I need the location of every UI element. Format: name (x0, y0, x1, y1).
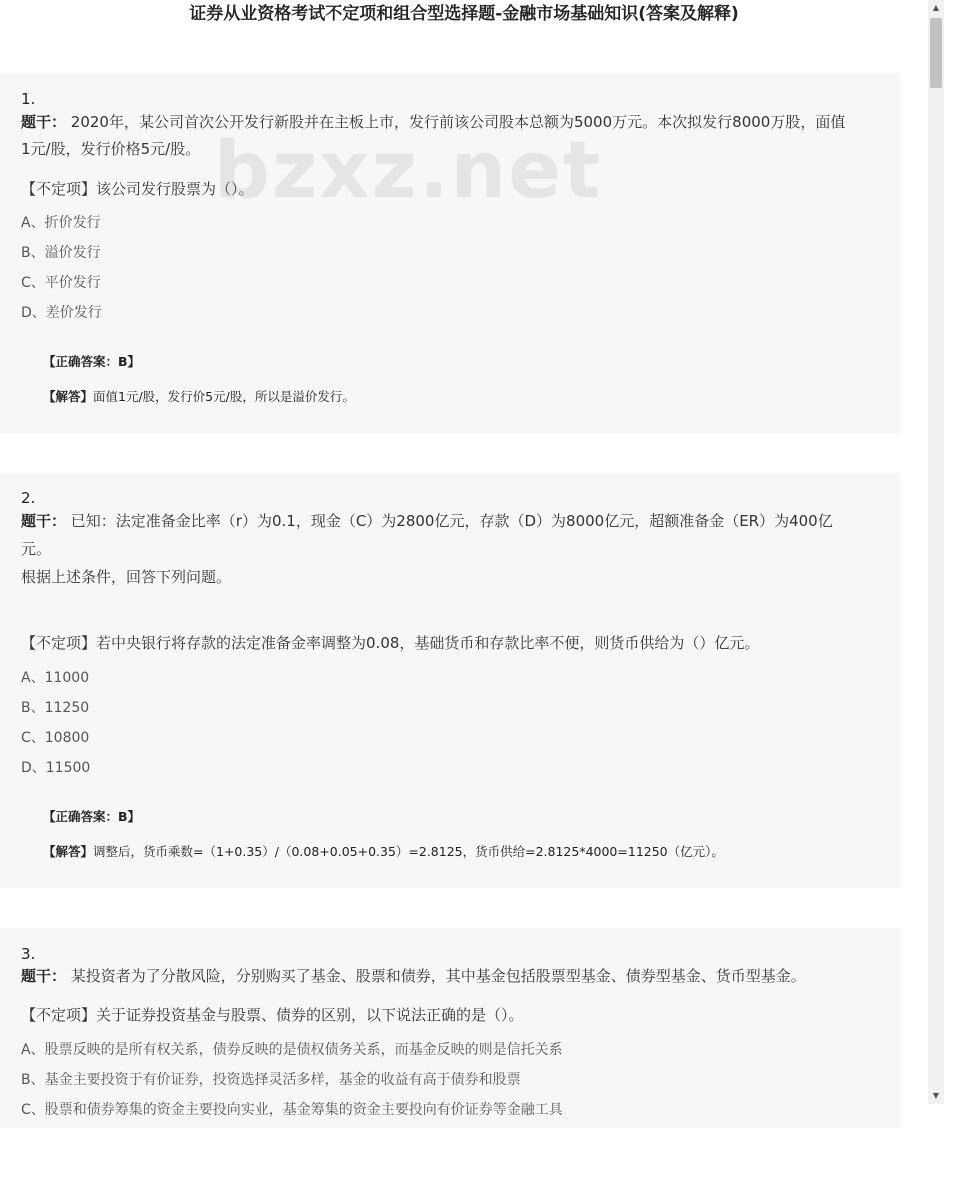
correct-answer-text: 【正确答案：B】 (43, 354, 141, 369)
stem-text-line: 已知：法定准备金比率（r）为0.1，现金（C）为2800亿元，存款（D）为8000亿元，超额准备金（ER）为400亿 (70, 512, 833, 530)
option-b[interactable]: B、基金主要投资于有价证券，投资选择灵活多样，基金的收益有高于债券和股票 (21, 1072, 521, 1088)
option-b[interactable]: B、11250 (21, 700, 90, 716)
option-d[interactable]: D、11500 (21, 760, 91, 776)
stem-label: 题干： (21, 113, 67, 131)
option-a[interactable]: A、折价发行 (21, 215, 101, 231)
stem-text-line: 1元/股，发行价格5元/股。 (21, 140, 201, 158)
option-list (21, 213, 102, 333)
question-number: 1. (21, 90, 36, 108)
explanation-label: 【解答】 (43, 389, 94, 404)
question-number: 2. (21, 489, 36, 507)
sub-question: 【不定项】该公司发行股票为（）。 (21, 180, 254, 198)
question-stem (21, 507, 889, 591)
scroll-up-arrow-icon[interactable]: ▲ (932, 3, 940, 12)
option-a[interactable]: A、11000 (21, 670, 90, 686)
question-card-1 (0, 73, 900, 433)
question-card-2 (0, 473, 900, 888)
question-stem (21, 109, 889, 163)
option-c[interactable]: C、股票和债券筹集的资金主要投向实业，基金筹集的资金主要投向有价证券等金融工具 (21, 1102, 563, 1118)
page-title: 证券从业资格考试不定项和组合型选择题-金融市场基础知识(答案及解释) (189, 4, 739, 24)
option-c[interactable]: C、平价发行 (21, 275, 101, 291)
stem-label: 题干： (21, 512, 67, 530)
option-b[interactable]: B、溢价发行 (21, 245, 101, 261)
explanation (43, 843, 724, 861)
option-c[interactable]: C、10800 (21, 730, 90, 746)
explanation (43, 388, 355, 406)
question-stem (21, 963, 889, 990)
question-number: 3. (21, 945, 36, 963)
sub-question: 【不定项】若中央银行将存款的法定准备金率调整为0.08，基础货币和存款比率不便，则货币供给为（）亿元。 (21, 634, 760, 652)
stem-text-line: 某投资者为了分散风险，分别购买了基金、股票和债券，其中基金包括股票型基金、债券型基金、货币型基金。 (70, 967, 806, 985)
explanation-text: 面值1元/股，发行价5元/股，所以是溢价发行。 (93, 389, 355, 404)
stem-text-line: 元。 (21, 540, 52, 558)
scroll-down-arrow-icon[interactable]: ▼ (932, 1091, 940, 1100)
correct-answer-text: 【正确答案：B】 (43, 809, 141, 824)
content-viewport[interactable] (0, 28, 928, 1118)
explanation-label: 【解答】 (43, 844, 94, 859)
correct-answer (43, 353, 140, 371)
correct-answer (43, 808, 140, 826)
option-list (21, 1040, 563, 1130)
stem-text-line: 2020年，某公司首次公开发行新股并在主板上市，发行前该公司股本总额为5000万元。本次拟发行8000万股，面值 (70, 113, 846, 131)
option-a[interactable]: A、股票反映的是所有权关系，债券反映的是债权债务关系，而基金反映的则是信托关系 (21, 1042, 563, 1058)
stem-label: 题干： (21, 967, 67, 985)
option-d[interactable]: D、差价发行 (21, 305, 102, 321)
explanation-text: 调整后，货币乘数=（1+0.35）/（0.08+0.05+0.35）=2.8125，货币供给=2.8125*4000=11250（亿元）。 (93, 844, 724, 859)
option-list (21, 668, 90, 788)
stem-text-line: 根据上述条件，回答下列问题。 (21, 568, 232, 586)
vertical-scrollbar[interactable] (928, 0, 944, 1104)
scroll-thumb[interactable] (930, 18, 942, 88)
sub-question: 【不定项】关于证券投资基金与股票、债券的区别，以下说法正确的是（）。 (21, 1006, 524, 1024)
question-card-3 (0, 928, 900, 1128)
